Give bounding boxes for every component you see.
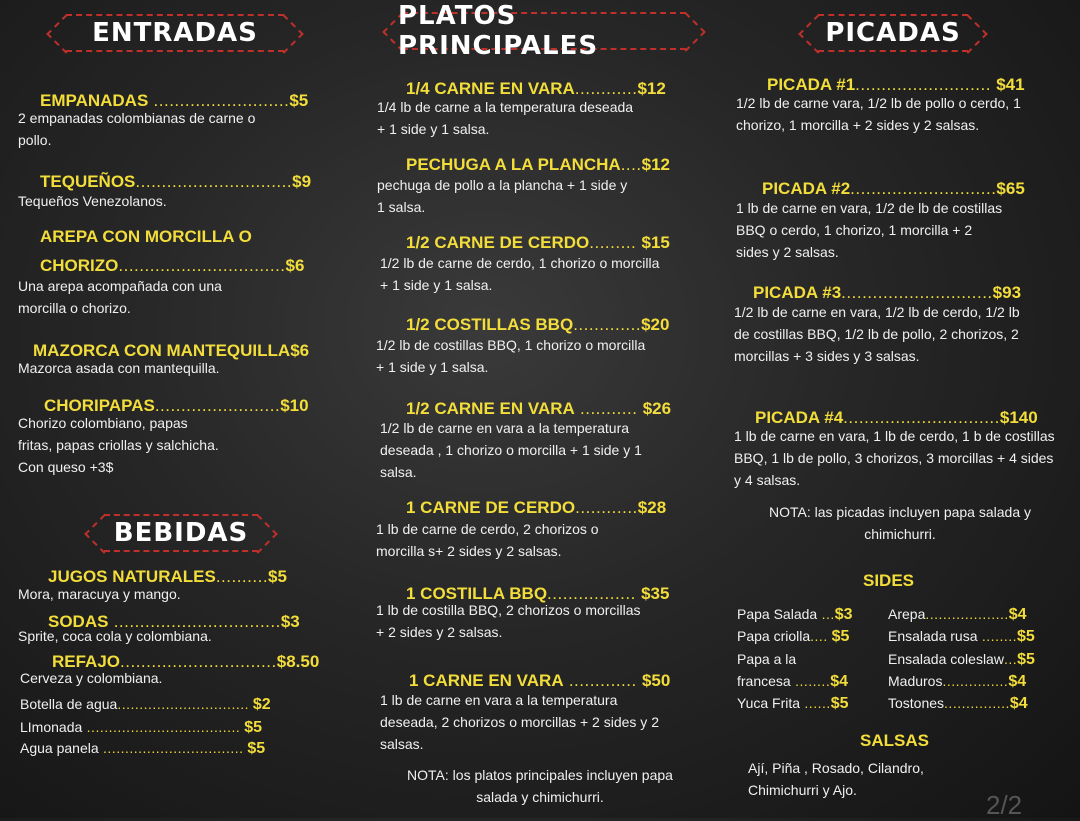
- bebida-item: Botella de agua.............................. $2: [20, 696, 271, 713]
- side-item: Papa criolla.... $5: [737, 628, 850, 645]
- entradas-header: ENTRADAS: [62, 14, 288, 52]
- plato-desc: 1 lb de costilla BBQ, 2 chorizos o morcillas + 2 sides y 2 salsas.: [376, 602, 641, 640]
- plato-title: 1/2 CARNE DE CERDO......... $15: [406, 233, 670, 252]
- sides-header: SIDES: [863, 571, 915, 590]
- entrada-desc: Tequeños Venezolanos.: [18, 193, 167, 209]
- entrada-desc: 2 empanadas colombianas de carne o pollo.: [18, 110, 256, 148]
- plato-desc: 1/2 lb de carne de cerdo, 1 chorizo o morcilla + 1 side y 1 salsa.: [380, 255, 660, 293]
- plato-title: 1 CARNE EN VARA ............. $50: [409, 671, 671, 690]
- plato-title: 1 COSTILLA BBQ................. $35: [406, 584, 670, 603]
- platos-principales-header: PLATOS PRINCIPALES: [398, 12, 690, 50]
- picada-desc: 1/2 lb de carne vara, 1/2 lb de pollo o cerdo, 1 chorizo, 1 morcilla + 2 sides y 2 salsas.: [736, 95, 1021, 133]
- side-item: Maduros...............$4: [888, 673, 1027, 690]
- bebida-desc: Cerveza y colombiana.: [20, 670, 163, 686]
- side-item: Arepa...................$4: [888, 606, 1027, 623]
- entrada-desc: Chorizo colombiano, papas fritas, papas criollas y salchicha. Con queso +3$: [18, 415, 219, 475]
- picada-title: PICADA #3.............................$93: [753, 283, 1022, 302]
- platos-note: NOTA: los platos principales incluyen papa salada y chimichurri.: [407, 767, 673, 805]
- salsas-list: Ají, Piña , Rosado, Cilandro, Chimichurri y Ajo.: [748, 760, 924, 798]
- picada-title: PICADA #4..............................$140: [755, 408, 1038, 427]
- plato-title: PECHUGA A LA PLANCHA....$12: [406, 155, 670, 174]
- picadas-note: NOTA: las picadas incluyen papa salada y chimichurri.: [769, 504, 1031, 542]
- plato-title: 1/2 COSTILLAS BBQ.............$20: [406, 315, 670, 334]
- entrada-title: MAZORCA CON MANTEQUILLA$6: [33, 341, 310, 360]
- bebida-item: LImonada ................................... $5: [20, 719, 262, 736]
- plato-title: 1/4 CARNE EN VARA............$12: [406, 79, 666, 98]
- bebida-desc: Mora, maracuya y mango.: [18, 586, 181, 602]
- picada-desc: 1 lb de carne en vara, 1 lb de cerdo, 1 b de costillas BBQ, 1 lb de pollo, 3 chorizos, 3 morcillas + 4 sides y 4 salsas.: [734, 428, 1055, 488]
- salsas-header: SALSAS: [860, 731, 929, 750]
- entrada-title: CHORIZO................................$6: [40, 256, 305, 275]
- entrada-desc: Mazorca asada con mantequilla.: [18, 360, 220, 376]
- plato-desc: pechuga de pollo a la plancha + 1 side y 1 salsa.: [377, 177, 628, 215]
- page-number: 2/2: [986, 790, 1023, 820]
- plato-desc: 1/2 lb de carne en vara a la temperatura deseada , 1 chorizo o morcilla + 1 side y 1 salsa.: [380, 420, 642, 480]
- entrada-title: EMPANADAS ..........................$5: [40, 91, 309, 110]
- plato-desc: 1 lb de carne de cerdo, 2 chorizos o morcilla s+ 2 sides y 2 salsas.: [376, 521, 599, 559]
- entrada-title: TEQUEÑOS..............................$9: [40, 172, 312, 191]
- plato-title: 1/2 CARNE EN VARA ........... $26: [406, 399, 672, 418]
- picada-title: PICADA #2............................$65: [762, 179, 1025, 198]
- picada-desc: 1/2 lb de carne en vara, 1/2 lb de cerdo, 1/2 lb de costillas BBQ, 1/2 lb de pollo, 2 chorizos, 2 morcillas + 3 sides y 3 salsas.: [734, 304, 1020, 364]
- picada-desc: 1 lb de carne en vara, 1/2 de lb de costillas BBQ o cerdo, 1 chorizo, 1 morcilla + 2 sides y 2 salsas.: [736, 200, 1003, 260]
- bebida-desc: Sprite, coca cola y colombiana.: [18, 628, 212, 644]
- side-item: francesa ........$4: [737, 673, 849, 690]
- side-item: Ensalada rusa ........$5: [888, 628, 1035, 645]
- picadas-header: PICADAS: [814, 14, 972, 52]
- side-item: Papa Salada ...$3: [737, 606, 853, 623]
- side-item: Yuca Frita ......$5: [737, 695, 849, 712]
- plato-title: 1 CARNE DE CERDO............$28: [406, 498, 667, 517]
- bebida-title: JUGOS NATURALES..........$5: [48, 567, 287, 586]
- bebida-title: REFAJO..............................$8.50: [52, 652, 320, 671]
- side-item: Papa a la: [737, 651, 797, 667]
- plato-desc: 1/2 lb de costillas BBQ, 1 chorizo o morcilla + 1 side y 1 salsa.: [376, 337, 646, 375]
- bebidas-header: BEBIDAS: [100, 514, 262, 552]
- bebida-item: Agua panela ................................ $5: [20, 740, 266, 757]
- entrada-title: CHORIPAPAS........................$10: [44, 396, 309, 415]
- picada-title: PICADA #1.......................... $41: [767, 75, 1025, 94]
- plato-desc: 1/4 lb de carne a la temperatura deseada + 1 side y 1 salsa.: [377, 99, 634, 137]
- side-item: Tostones...............$4: [888, 695, 1028, 712]
- entrada-title: AREPA CON MORCILLA O: [40, 227, 252, 246]
- entrada-desc: Una arepa acompañada con una morcilla o chorizo.: [18, 278, 222, 316]
- bebida-title: SODAS ................................$3: [48, 612, 300, 631]
- plato-desc: 1 lb de carne en vara a la temperatura deseada, 2 chorizos o morcillas + 2 sides y 2 salsas.: [380, 692, 659, 752]
- side-item: Ensalada coleslaw...$5: [888, 651, 1035, 668]
